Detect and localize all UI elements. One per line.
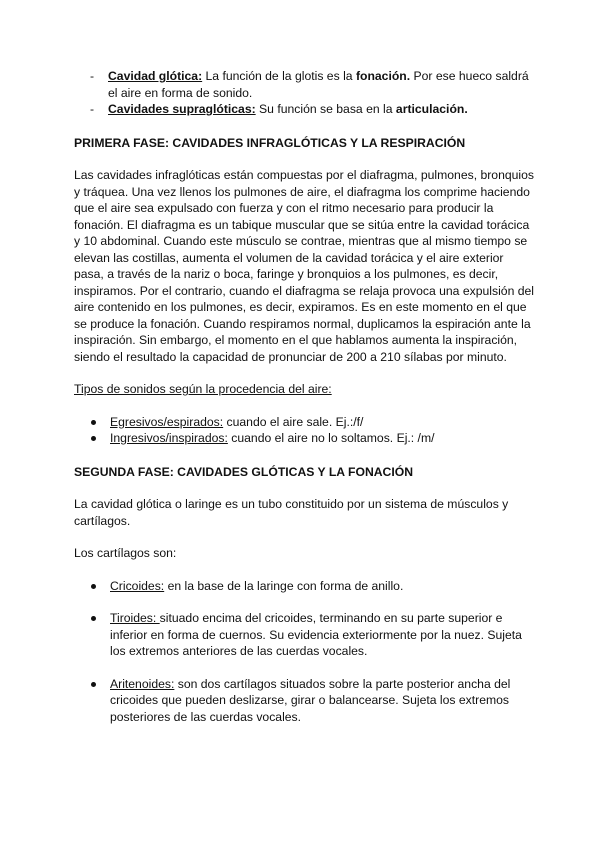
- bullet-icon: [91, 616, 96, 621]
- sound-types-subheading: Tipos de sonidos según la procedencia del aire:: [74, 382, 332, 396]
- bullet-icon: [91, 420, 96, 425]
- term-cricoides: Cricoides:: [110, 578, 165, 593]
- dash-item-glotica: [74, 68, 534, 101]
- section1-paragraph: Las cavidades infraglóticas están compuestas por el diafragma, pulmones, bronquios y tráquea. Una vez llenos los pulmones de aire, el diafragma los comprime haciendo que el aire sea expulsado con fuerza y con el ritmo necesario para producir la fonación. El diafragma es un tabique muscular que se sitúa entre la cavidad torácica y 10 abdominal. Cuando este músculo se contrae, mientras que al mismo tiempo se elevan las costillas, aumenta el volumen de la cavidad torácica y el aire exterior pasa, a través de la nariz o boca, faringe y bronquios a los pulmones, es decir, inspiramos. Por el contrario, cuando el diafragma se relaja provoca una expulsión del aire contenido en los pulmones, es decir, expiramos. Es en este momento en el que se produce la fonación. Cuando respiramos normal, duplicamos la espiración ante la inspiración. Sin embargo, el momento en el que hablamos aumenta la inspiración, siendo el resultado la capacidad de pronunciar de 200 a 210 sílabas por minuto.: [74, 168, 535, 364]
- section2-paragraph: La cavidad glótica o laringe es un tubo constituido por un sistema de músculos y cartílagos.: [74, 497, 509, 528]
- bullet-icon: [91, 436, 96, 441]
- dash-item-supragloticas: [74, 101, 534, 118]
- term-tiroides: Tiroides:: [110, 611, 160, 625]
- term-description: cuando el aire sale. Ej.:/f/: [223, 414, 364, 429]
- bullet-icon: [91, 584, 96, 589]
- list-item: [74, 578, 534, 595]
- section2-heading: SEGUNDA FASE: CAVIDADES GLÓTICAS Y LA FONACIÓN: [74, 464, 414, 479]
- dash-list: [74, 68, 534, 118]
- section1-heading: PRIMERA FASE: CAVIDADES INFRAGLÓTICAS Y LA RESPIRACIÓN: [74, 135, 466, 150]
- term-egresivos: Egresivos/espirados:: [110, 414, 224, 429]
- term-cavidades-supragloticas: Cavidades supraglóticas:: [108, 102, 256, 116]
- list-item: [74, 414, 534, 431]
- cartilages-list: [74, 578, 534, 726]
- list-item: [74, 676, 534, 726]
- bullet-icon: [91, 682, 96, 687]
- sound-types-list: [74, 414, 534, 447]
- term-cavidad-glotica: Cavidad glótica:: [108, 69, 203, 83]
- bold-term-fonacion: fonación.: [355, 69, 411, 83]
- cartilages-intro: Los cartílagos son:: [74, 546, 177, 560]
- dash-marker: -: [90, 69, 95, 83]
- bold-term-articulacion: articulación.: [395, 102, 468, 116]
- term-description: son dos cartílagos situados sobre la parte posterior ancha del cricoides que pueden deslizarse, girar o balancearse. Sujeta los extremos posteriores de las cuerdas vocales.: [110, 676, 511, 724]
- dash-marker: -: [90, 102, 95, 116]
- document-page: [74, 68, 534, 741]
- term-description: en la base de la laringe con forma de anillo.: [164, 578, 404, 593]
- list-item: [74, 430, 534, 447]
- term-ingresivos: Ingresivos/inspirados:: [110, 431, 228, 445]
- dash-item-text-cont: Por ese hueco saldrá el aire en forma de sonido.: [108, 69, 529, 100]
- term-description: cuando el aire no lo soltamos. Ej.: /m/: [227, 431, 435, 445]
- list-item: [74, 610, 534, 660]
- term-aritenoides: Aritenoides:: [110, 676, 175, 691]
- term-description: situado encima del cricoides, terminando en su parte superior e inferior en forma de cuernos. Su evidencia exteriormente por la nuez. Sujeta los extremos anteriores de las cuerdas vocales.: [110, 611, 522, 658]
- dash-item-text: La función de la glotis es la: [202, 69, 356, 83]
- dash-item-text: Su función se basa en la: [255, 102, 396, 116]
